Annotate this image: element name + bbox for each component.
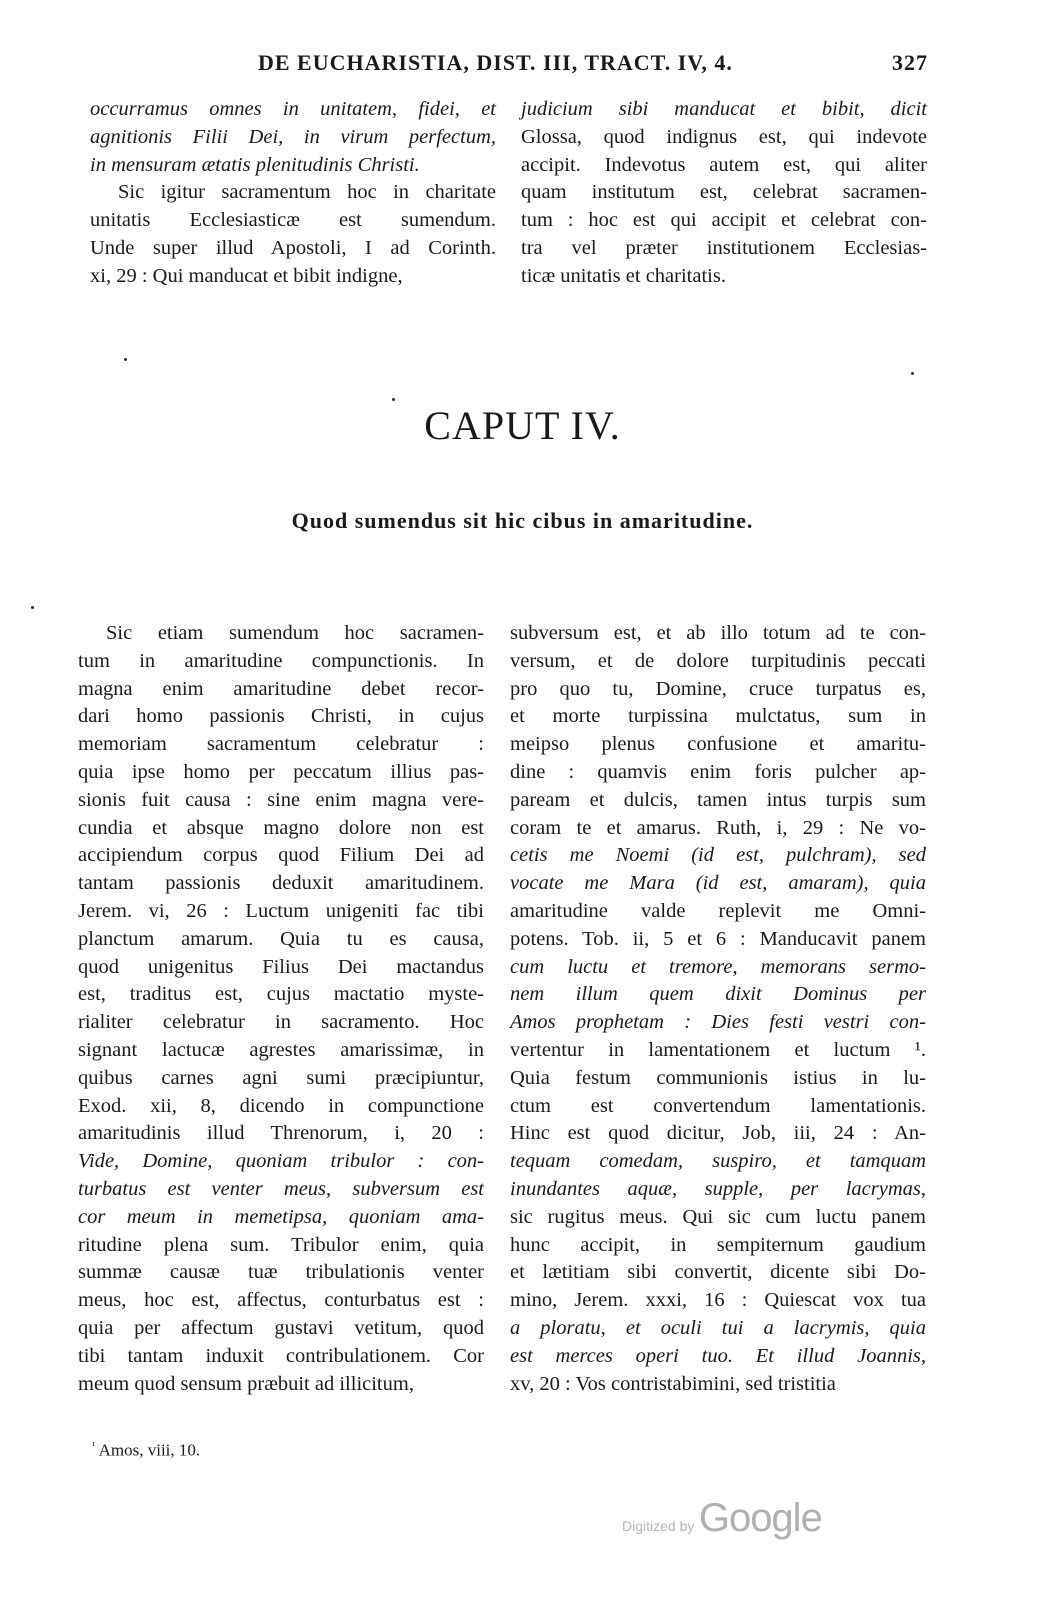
print-speck (31, 606, 34, 609)
main-right-line: dine : quamvis enim foris pulcher ap- (510, 760, 926, 783)
chapter-title: CAPUT IV. (424, 403, 621, 448)
digitized-watermark (622, 1496, 822, 1541)
main-left-line: turbatus est venter meus, subversum est (78, 1177, 484, 1200)
main-right-line: Hinc est quod dicitur, Job, iii, 24 : An- (510, 1122, 926, 1145)
main-right-line: potens. Tob. ii, 5 et 6 : Manducavit panem (510, 927, 926, 950)
main-right-line: meipso plenus confusione et amaritu- (510, 733, 926, 756)
print-speck (392, 398, 395, 401)
main-left-line: dari homo passionis Christi, in cujus (78, 705, 484, 728)
main-right-line: tequam comedam, suspiro, et tamquam (510, 1150, 926, 1173)
main-left-line: summæ causæ tuæ tribulationis venter (78, 1261, 484, 1284)
main-left-line: tantam passionis deduxit amaritudinem. (78, 872, 484, 895)
top-left-line: agnitionis Filii Dei, in virum perfectum, (90, 125, 496, 148)
main-left-line: ritudine plena sum. Tribulor enim, quia (78, 1233, 484, 1256)
main-right-column (510, 620, 926, 1398)
top-left-line: occurramus omnes in unitatem, fidei, et (90, 98, 496, 120)
google-logo: Google (698, 1496, 822, 1540)
chapter-subtitle: Quod sumendus sit hic cibus in amaritudine. (291, 508, 754, 533)
main-right-line: Quia festum communionis istius in lu- (510, 1066, 926, 1089)
main-right-line: ctum est convertendum lamentationis. (510, 1094, 926, 1117)
main-right-line: mino, Jerem. xxxi, 16 : Quiescat vox tua (510, 1289, 926, 1312)
page-number: 327 (892, 50, 928, 75)
main-right-line: versum, et de dolore turpitudinis peccati (510, 649, 926, 672)
main-right-line: et morte turpissina mulctatus, sum in (510, 705, 926, 728)
top-right-column (521, 96, 927, 291)
main-right-line: inundantes aquæ, supple, per lacrymas, (510, 1177, 926, 1200)
footnote (92, 1440, 200, 1461)
main-left-line: accipiendum corpus quod Filium Dei ad (78, 844, 484, 867)
main-left-line: quod unigenitus Filius Dei mactandus (78, 955, 484, 978)
footnote-marker: ¹ (92, 1440, 96, 1452)
main-right-line: et lætitiam sibi convertit, dicente sibi Do- (510, 1261, 926, 1284)
main-left-line: quia ipse homo per peccatum illius pas- (78, 760, 484, 783)
main-left-line: Exod. xii, 8, dicendo in compunctione (78, 1094, 484, 1117)
top-right-line: judicium sibi manducat et bibit, dicit (521, 98, 927, 120)
main-left-line: memoriam sacramentum celebratur : (78, 733, 484, 756)
top-right-line: quam institutum est, celebrat sacramen- (521, 181, 927, 204)
main-right-line: coram te et amarus. Ruth, i, 29 : Ne vo- (510, 816, 926, 839)
main-right-line: vocate me Mara (id est, amaram), quia (510, 872, 926, 895)
main-left-line: amaritudinis illud Threnorum, i, 20 : (78, 1122, 484, 1145)
main-left-line: cor meum in memetipsa, quoniam ama- (78, 1205, 484, 1228)
main-right-line: paream et dulcis, tamen intus turpis sum (510, 788, 926, 811)
main-left-line: cundia et absque magno dolore non est (78, 816, 484, 839)
main-left-line: planctum amarum. Quia tu es causa, (78, 927, 484, 950)
main-right-line: hunc accipit, in sempiternum gaudium (510, 1233, 926, 1256)
main-right-line: cum luctu et tremore, memorans sermo- (510, 955, 926, 978)
top-left-column (90, 96, 496, 291)
main-left-line: Jerem. vi, 26 : Luctum unigeniti fac tibi (78, 899, 484, 922)
top-left-line: Unde super illud Apostoli, I ad Corinth. (90, 236, 496, 259)
main-left-line: signant lactucæ agrestes amarissimæ, in (78, 1038, 484, 1061)
running-head (258, 50, 928, 84)
main-left-line: quia per affectum gustavi vetitum, quod (78, 1316, 484, 1339)
main-right-line: pro quo tu, Domine, cruce turpatus es, (510, 677, 926, 700)
main-left-line: quibus carnes agni sumi præcipiuntur, (78, 1066, 484, 1089)
top-left-line: Sic igitur sacramentum hoc in charitate (118, 181, 496, 204)
top-right-line: accipit. Indevotus autem est, qui aliter (521, 153, 927, 176)
main-right-line: cetis me Noemi (id est, pulchram), sed (510, 844, 926, 867)
main-right-line: est merces operi tuo. Et illud Joannis, (510, 1344, 926, 1367)
print-speck (911, 372, 914, 375)
top-right-line: Glossa, quod indignus est, qui indevote (521, 125, 927, 148)
running-title: DE EUCHARISTIA, DIST. III, TRACT. IV, 4. (258, 50, 733, 75)
top-left-line: unitatis Ecclesiasticæ est sumendum. (90, 209, 496, 232)
top-left-line: xi, 29 : Qui manducat et bibit indigne, (90, 264, 403, 287)
main-right-line: Amos prophetam : Dies festi vestri con- (510, 1011, 926, 1034)
top-right-line: tra vel præter institutionem Ecclesias- (521, 236, 927, 259)
footnote-text: Amos, viii, 10. (98, 1440, 201, 1460)
main-left-line: meum quod sensum præbuit ad illicitum, (78, 1372, 414, 1395)
main-right-line: subversum est, et ab illo totum ad te con- (510, 622, 926, 644)
main-right-line: sic rugitus meus. Qui sic cum luctu panem (510, 1205, 926, 1228)
main-right-line: nem illum quem dixit Dominus per (510, 983, 926, 1006)
main-right-line: amaritudine valde replevit me Omni- (510, 899, 926, 922)
main-right-line: xv, 20 : Vos contristabimini, sed tristitia (510, 1372, 836, 1395)
top-right-line: tum : hoc est qui accipit et celebrat con- (521, 209, 927, 232)
main-left-line: rialiter celebratur in sacramento. Hoc (78, 1011, 484, 1034)
main-left-line: magna enim amaritudine debet recor- (78, 677, 484, 700)
main-left-line: Vide, Domine, quoniam tribulor : con- (78, 1150, 484, 1173)
main-left-line: tibi tantam induxit contribulationem. Cor (78, 1344, 484, 1367)
main-left-line: tum in amaritudine compunctionis. In (78, 649, 484, 672)
print-speck (124, 358, 127, 361)
main-left-line: sionis fuit causa : sine enim magna vere- (78, 788, 484, 811)
top-right-line: ticæ unitatis et charitatis. (521, 264, 726, 287)
main-left-line: Sic etiam sumendum hoc sacramen- (106, 622, 484, 644)
top-left-line: in mensuram ætatis plenitudinis Christi. (90, 153, 420, 176)
main-left-line: meus, hoc est, affectus, conturbatus est : (78, 1289, 484, 1312)
main-right-line: vertentur in lamentationem et luctum ¹. (510, 1038, 926, 1061)
digitized-prefix: Digitized by (622, 1518, 695, 1534)
main-left-column (78, 620, 484, 1398)
main-left-line: est, traditus est, cujus mactatio myste- (78, 983, 484, 1006)
main-right-line: a ploratu, et oculi tui a lacrymis, quia (510, 1316, 926, 1339)
